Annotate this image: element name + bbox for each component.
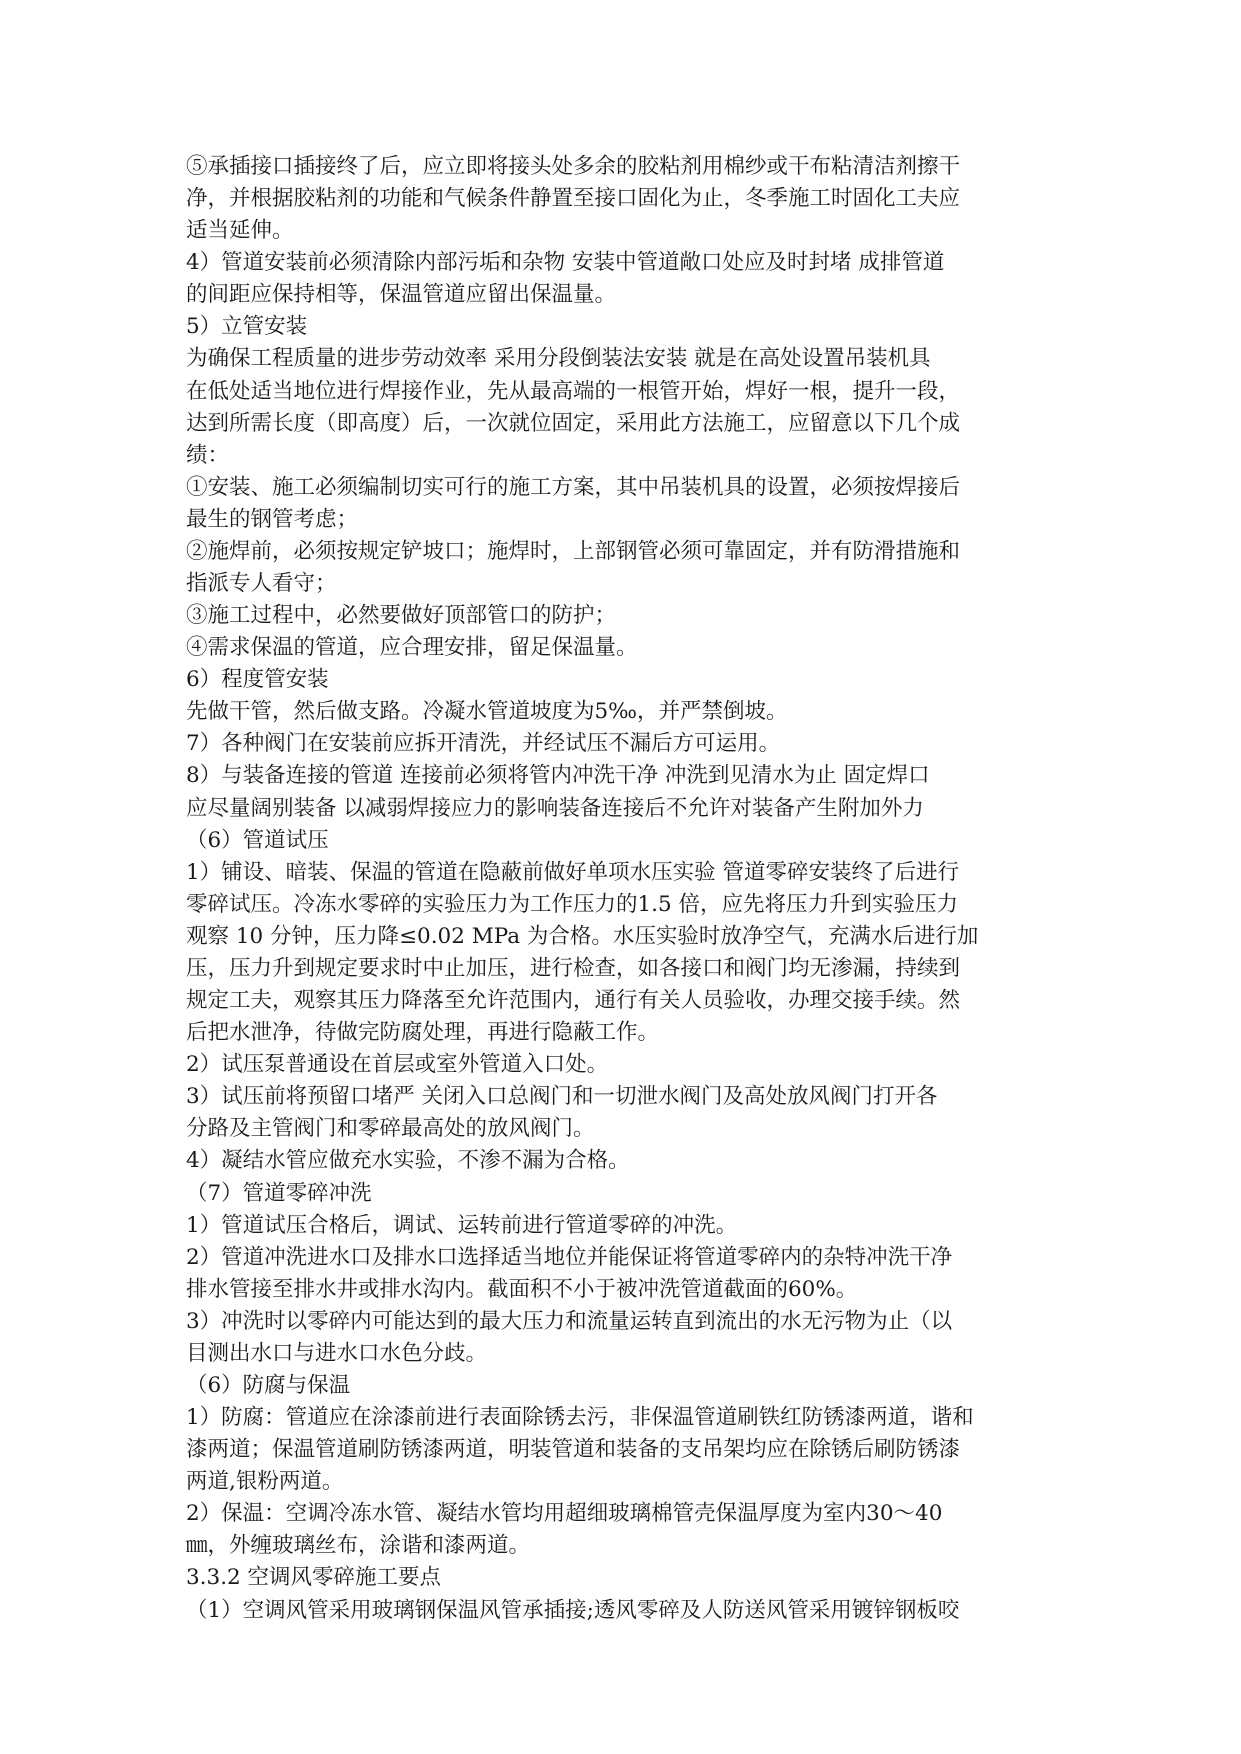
text-line: 目测出水口与进水口水色分歧。 (186, 1340, 488, 1366)
text-line: 漆两道；保温管道刷防锈漆两道，明装管道和装备的支吊架均应在除锈后刷防锈漆 (186, 1437, 961, 1463)
text-line: （6）防腐与保温 (186, 1372, 351, 1398)
document-body (186, 151, 1066, 1627)
text-line: （6）管道试压 (186, 827, 329, 853)
text-line: 的间距应保持相等，保温管道应留出保温量。 (186, 282, 617, 308)
text-line: 达到所需长度（即高度）后，一次就位固定，采用此方法施工，应留意以下几个成 (186, 410, 961, 436)
text-line: 1）管道试压合格后，调试、运转前进行管道零碎的冲洗。 (186, 1212, 738, 1238)
text-line: 6）程度管安装 (186, 667, 329, 693)
text-line: 指派专人看守； (186, 571, 337, 597)
text-line: 净，并根据胶粘剂的功能和气候条件静置至接口固化为止，冬季施工时固化工夫应 (186, 186, 961, 212)
text-line: 适当延伸。 (186, 218, 294, 244)
text-line: （1）空调风管采用玻璃钢保温风管承插接;透风零碎及人防送风管采用镀锌钢板咬 (186, 1597, 960, 1623)
text-line: 7）各种阀门在安装前应拆开清洗，并经试压不漏后方可运用。 (186, 731, 781, 757)
text-line: ①安装、施工必须编制切实可行的施工方案，其中吊装机具的设置，必须按焊接后 (186, 474, 961, 500)
text-line: 8）与装备连接的管道 连接前必须将管内冲洗干净 冲洗到见清水为止 固定焊口 (186, 763, 930, 789)
text-line: （7）管道零碎冲洗 (186, 1180, 372, 1206)
text-line: 2）保温：空调冷冻水管、凝结水管均用超细玻璃棉管壳保温厚度为室内30～40 (186, 1501, 943, 1527)
text-line: 为确保工程质量的进步劳动效率 采用分段倒装法安装 就是在高处设置吊装机具 (186, 346, 931, 372)
text-line: 规定工夫，观察其压力降落至允许范围内，通行有关人员验收，办理交接手续。然 (186, 988, 961, 1014)
text-line: 排水管接至排水井或排水沟内。截面积不小于被冲洗管道截面的60%。 (186, 1276, 858, 1302)
text-line: 两道,银粉两道。 (186, 1469, 344, 1495)
text-line: ⑤承插接口插接终了后，应立即将接头处多余的胶粘剂用棉纱或干布粘清洁剂擦干 (186, 154, 961, 179)
text-line: 后把水泄净，待做完防腐处理，再进行隐蔽工作。 (186, 1020, 660, 1046)
text-line: 应尽量阔别装备 以减弱焊接应力的影响装备连接后不允许对装备产生附加外力 (186, 795, 924, 821)
text-line: 1）铺设、暗装、保温的管道在隐蔽前做好单项水压实验 管道零碎安装终了后进行 (186, 859, 960, 885)
text-line: 3）试压前将预留口堵严 关闭入口总阀门和一切泄水阀门及高处放风阀门打开各 (186, 1084, 938, 1110)
text-line: 2）管道冲洗进水口及排水口选择适当地位并能保证将管道零碎内的杂特冲洗干净 (186, 1244, 953, 1270)
text-line: 4）管道安装前必须清除内部污垢和杂物 安装中管道敞口处应及时封堵 成排管道 (186, 250, 945, 276)
text-line: ②施焊前，必须按规定铲坡口；施焊时，上部钢管必须可靠固定，并有防滑措施和 (186, 538, 961, 564)
text-line: 4）凝结水管应做充水实验，不渗不漏为合格。 (186, 1148, 630, 1174)
text-line: 1）防腐：管道应在涂漆前进行表面除锈去污，非保温管道刷铁红防锈漆两道，谐和 (186, 1405, 974, 1431)
text-line: 分路及主管阀门和零碎最高处的放风阀门。 (186, 1116, 595, 1142)
text-line: ③施工过程中，必然要做好顶部管口的防护； (186, 603, 617, 629)
text-line: 零碎试压。冷冻水零碎的实验压力为工作压力的1.5 倍，应先将压力升到实验压力 (186, 891, 959, 917)
text-line: ㎜，外缠玻璃丝布，涂谐和漆两道。 (186, 1533, 531, 1559)
text-line: 2）试压泵普通设在首层或室外管道入口处。 (186, 1052, 609, 1078)
text-line: 绩： (186, 442, 230, 468)
text-line: 先做干管，然后做支路。冷凝水管道坡度为5‰，并严禁倒坡。 (186, 699, 788, 725)
text-line: 压，压力升到规定要求时中止加压，进行检查，如各接口和阀门均无渗漏，持续到 (186, 955, 961, 981)
text-line: 在低处适当地位进行焊接作业，先从最高端的一根管开始，焊好一根，提升一段， (186, 378, 961, 404)
text-line: ④需求保温的管道，应合理安排，留足保温量。 (186, 635, 638, 661)
text-line: 最生的钢管考虑； (186, 506, 359, 532)
text-line: 3.3.2 空调风零碎施工要点 (186, 1565, 442, 1591)
text-line: 5）立管安装 (186, 314, 308, 340)
text-line: 3）冲洗时以零碎内可能达到的最大压力和流量运转直到流出的水无污物为止（以 (186, 1308, 953, 1334)
text-line: 观察 10 分钟，压力降≤0.02 MPa 为合格。水压实验时放净空气，充满水后进行加 (186, 923, 979, 949)
